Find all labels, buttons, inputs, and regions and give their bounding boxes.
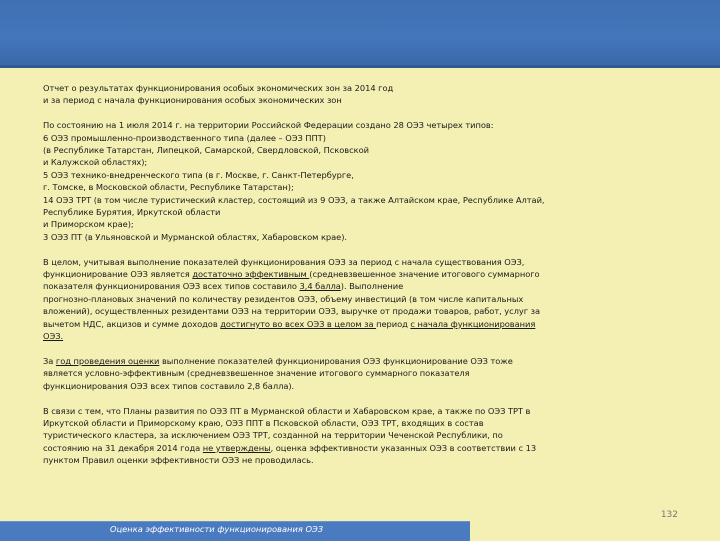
underlined-text: 3,4 балла	[299, 281, 341, 292]
text-line: прогнозно-плановых значений по количеству резидентов ОЭЗ, объему инвестиций (в том числе капитальных	[43, 293, 524, 304]
text-line: В связи с тем, что Планы развития по ОЭЗ ПТ в Мурманской области и Хабаровском крае, а также по ОЭЗ ТРТ в	[43, 405, 531, 416]
text-line: 6 ОЭЗ промышленно-производственного типа (далее – ОЭЗ ППТ)	[43, 132, 326, 143]
report-title-line: и за период с начала функционирования особых экономических зон	[43, 95, 342, 106]
text-line	[43, 280, 683, 292]
header-band	[0, 0, 720, 68]
text-segment: функционирование ОЭЗ является	[43, 269, 193, 280]
text-line: По состоянию на 1 июля 2014 г. на территории Российской Федерации создано 28 ОЭЗ четырех типов:	[43, 120, 494, 131]
underlined-text: год проведения оценки	[55, 355, 160, 366]
text-segment: , оценка эффективности указанных ОЭЗ в соответствии с 13	[270, 442, 537, 453]
text-line: Республике Бурятия, Иркутской области	[43, 207, 221, 218]
text-segment: показателя функционирования ОЭЗ всех типов составило	[43, 281, 300, 292]
footer-title: Оценка эффективности функционирования ОЭЗ	[110, 524, 324, 534]
text-line	[43, 318, 683, 330]
underlined-text: с начала функционирования	[410, 318, 536, 329]
text-segment: состоянию на 31 декабря 2014 года	[43, 442, 203, 453]
text-line: и Калужской областях);	[43, 157, 148, 168]
text-line: 5 ОЭЗ технико-внедренческого типа (в г. Москве, г. Санкт-Петербурге,	[43, 169, 354, 180]
text-line: (в Республике Татарстан, Липецкой, Самарской, Свердловской, Псковской	[43, 145, 369, 156]
text-line: г. Томске, в Московской области, Республике Татарстан);	[43, 182, 294, 193]
underlined-text: достаточно эффективным	[192, 269, 310, 280]
text-line	[43, 442, 683, 454]
text-line: является условно-эффективным (средневзвешенное значение итогового суммарного показателя	[43, 368, 470, 379]
overall-effectiveness-paragraph	[43, 256, 683, 343]
report-title	[43, 82, 683, 107]
text-segment: За	[43, 355, 56, 366]
text-segment: период	[376, 318, 411, 329]
text-line: функционирования ОЭЗ всех типов составило 2,8 балла).	[43, 380, 295, 391]
underlined-text: не утверждены	[202, 442, 271, 453]
text-line: 14 ОЭЗ ТРТ (в том числе туристический кластер, состоящий из 9 ОЭЗ, а также Алтайском крае, Республике Алтай,	[43, 194, 545, 205]
text-line: и Приморском крае);	[43, 219, 134, 230]
text-line: 3 ОЭЗ ПТ (в Ульяновской и Мурманской областях, Хабаровском крае).	[43, 231, 348, 242]
text-line	[43, 330, 683, 342]
text-line: вложений), осуществленных резидентами ОЭЗ на территории ОЭЗ, выручке от продажи товаров, работ, услуг за	[43, 306, 541, 317]
text-line: Иркутской области и Приморскому краю, ОЭЗ ППТ в Псковской области, ОЭЗ ТРТ, входящих в состав	[43, 417, 484, 428]
plans-paragraph	[43, 405, 683, 467]
underlined-text: достигнуто во всех ОЭЗ в целом за	[220, 318, 377, 329]
text-segment: (средневзвешенное значение итогового суммарного	[309, 269, 540, 280]
underlined-text: ОЭЗ.	[43, 331, 64, 342]
slide-body	[43, 82, 683, 479]
text-line: пунктом Правил оценки эффективности ОЭЗ не проводилась.	[43, 455, 314, 466]
text-segment: вычетом НДС, акцизов и сумме доходов	[43, 318, 221, 329]
text-segment: выполнение показателей функционирования ОЭЗ функционирование ОЭЗ тоже	[159, 355, 513, 366]
status-paragraph	[43, 119, 683, 243]
text-line: туристического кластера, за исключением ОЭЗ ТРТ, созданной на территории Чеченской Республики, по	[43, 430, 503, 441]
page-number: 132	[660, 510, 678, 520]
text-segment: ). Выполнение	[340, 281, 404, 292]
year-effectiveness-paragraph	[43, 355, 683, 392]
text-line: В целом, учитывая выполнение показателей функционирования ОЭЗ за период с начала существования ОЭЗ,	[43, 256, 525, 267]
report-title-line: Отчет о результатах функционирования особых экономических зон за 2014 год	[43, 83, 394, 93]
text-line	[43, 355, 683, 367]
text-line	[43, 268, 683, 280]
